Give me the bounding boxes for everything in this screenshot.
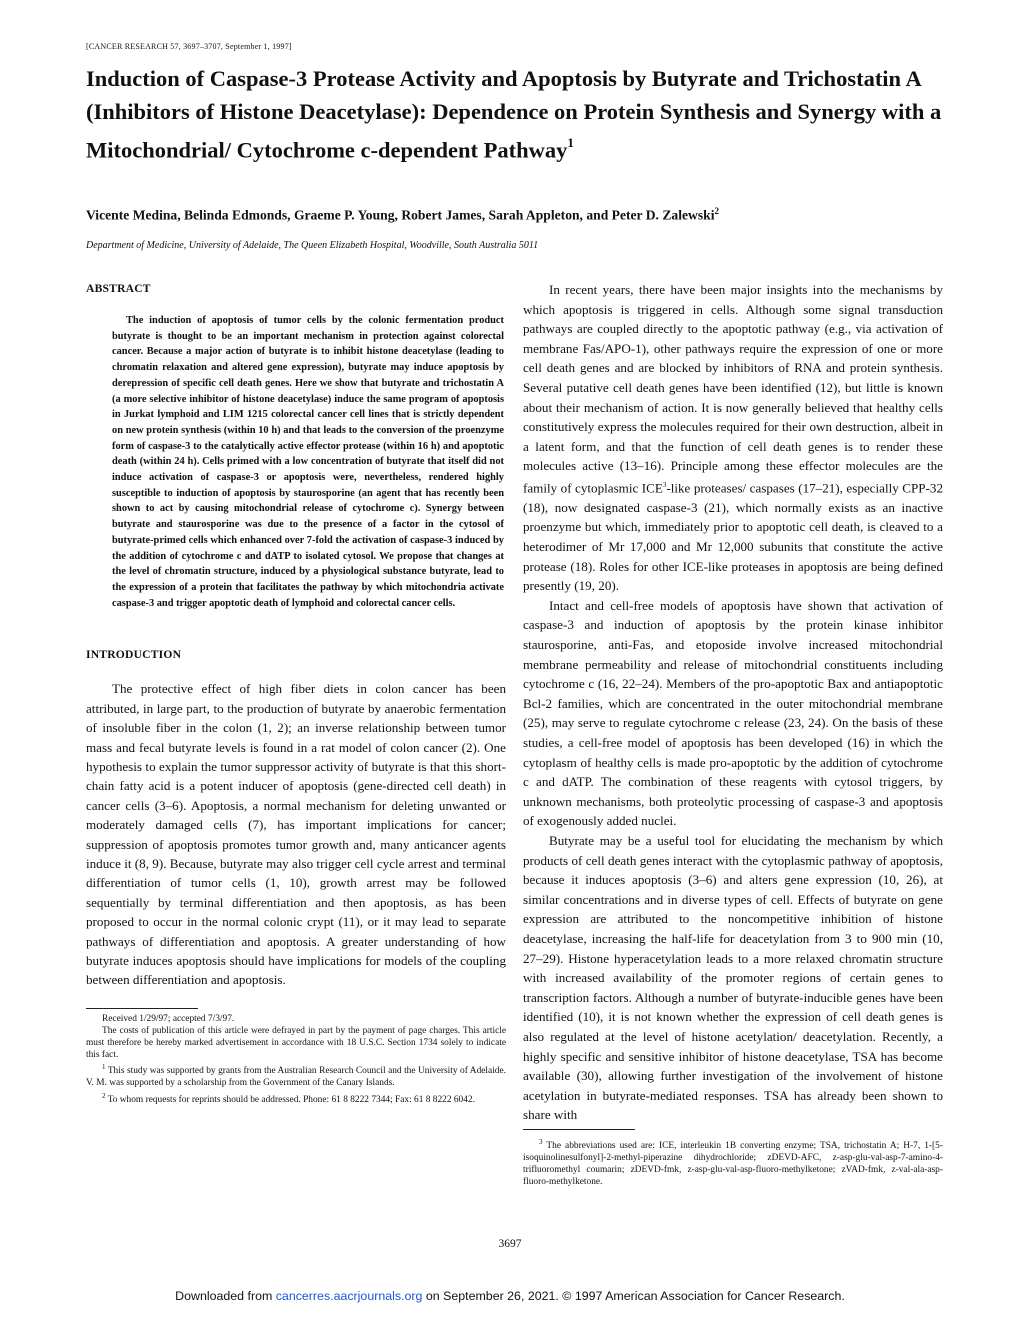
paragraph-cell-free-models: Intact and cell-free models of apoptosis have shown that activation of caspase-3 and induction of apoptosis by the protein kinase inhibitor staurosporine, anti-Fas, and etoposide involve increased mitochondrial membrane permeability and release of mitochondrial constituents including cytochrome c (16, 22–24). Members of the pro-apoptotic Bax and antiapoptotic Bcl-2 families, which are concentrated in the outer mitochondrial membrane (25), may serve to regulate cytochrome c release (23, 24). On the basis of these studies, a cell-free model of apoptosis has been developed (16) in which the cytoplasm of healthy cells is made pro-apoptotic by the addition of cytochrome c and dATP. The combination of these reagents with cytosol triggers, by unknown mechanisms, both proteolytic processing of caspase-3 and apoptosis of exogenously added nuclei. bbox=[523, 597, 943, 829]
affiliation: Department of Medicine, University of Adelaide, The Queen Elizabeth Hospital, Woodville, South Australia 5011 bbox=[86, 240, 539, 251]
paragraph-mechanisms-part-b: -like proteases/ caspases (17–21), especially CPP-32 (18), now designated caspase-3 (21), which normally exists as an inactive proenzyme but which, immediately prior to apoptotic cell death, is cleaved to a heterodimer of Mr 17,000 and Mr 12,000 subunits that constitute the active protease (18). Roles for other ICE-like proteases in apoptosis are being defined presently (19, 20). bbox=[523, 480, 943, 594]
right-column bbox=[523, 280, 943, 1188]
paragraph-butyrate-tool: Butyrate may be a useful tool for elucidating the mechanism by which products of cell death genes interact with the cytoplasmic pathway of apoptosis, because it induces apoptosis (3–6) and alters gene expression (10, 26), at similar concentrations and in diverse types of cell. Effects of butyrate on gene expression are attributed to the noncompetitive inhibition of histone deacetylase, increasing the half-life for deacetylation from 3 to 900 min (10, 27–29). Histone hyperacetylation leads to a more relaxed chromatin structure with increased availability of the promoter regions of certain genes to transcription factors. Although a number of butyrate-inducible genes have been identified (10), it is not known whether the expression of cell death genes is also regulated at the level of histone acetylation/ deacetylation. Recently, a highly specific and sensitive inhibitor of histone deacetylase, TSA has become available (30), allowing further investigation of the involvement of histone acetylation in butyrate-mediated responses. TSA has already been shown to share with bbox=[523, 832, 943, 1123]
footnote-divider bbox=[86, 1008, 198, 1009]
author-list bbox=[86, 206, 719, 224]
paragraph-mechanisms bbox=[523, 280, 943, 596]
journal-site-link[interactable]: cancerres.aacrjournals.org bbox=[275, 1289, 423, 1303]
introduction-text: The protective effect of high fiber diets in colon cancer has been attributed, in large part, to the production of butyrate by anaerobic fermentation of insoluble fiber in the colon (1, 2); an inverse relationship between tumor mass and fecal butyrate levels is found in a rat model of colon cancer (2). One hypothesis to explain the tumor suppressor activity of butyrate is that this short-chain fatty acid is a potent inducer of apoptosis (gene-directed cell death) in cancer cells (3–6). Apoptosis, a normal mechanism for deleting unwanted or moderately damaged cells (7), has important implications for cancer; suppression of apoptosis promotes tumor growth and, many anticancer agents induce it (8, 9). Because, butyrate may also trigger cell cycle arrest and terminal differentiation of tumor cells (1, 10), growth arrest may be followed sequentially by terminal differentiation and then apoptosis, as has been proposed to occur in the normal colonic crypt (11), or it may lead to separate pathways of differentiation and apoptosis. A greater understanding of how butyrate induces apoptosis should have implications for models of the coupling between differentiation and apoptosis. bbox=[86, 681, 506, 988]
left-column bbox=[86, 282, 506, 1106]
article-title bbox=[86, 62, 946, 167]
title-footnote-mark: 1 bbox=[567, 135, 574, 150]
received-note: Received 1/29/97; accepted 7/3/97. bbox=[102, 1013, 235, 1024]
publication-costs-note: The costs of publication of this article were defrayed in part by the payment of page charges. This article must therefore be hereby marked advertisement in accordance with 18 U.S.C. Section 1734 solely to indicate this fact. bbox=[86, 1025, 506, 1061]
article-title-text: Induction of Caspase-3 Protease Activity and Apoptosis by Butyrate and Trichostatin A (Inhibitors of Histone Deacetylase): Dependence on Protein Synthesis and Synergy with a Mitochondrial/ Cytochrome c-dependent Pathway bbox=[86, 66, 942, 163]
footnote-1 bbox=[86, 1061, 506, 1089]
download-prefix: Downloaded from bbox=[175, 1289, 276, 1303]
abbreviation-footnote-ref: 3 bbox=[662, 480, 667, 489]
footnote-1-text: This study was supported by grants from the Australian Research Council and the University of Adelaide. V. M. was supported by a scholarship from the Government of the Canary Islands. bbox=[86, 1066, 506, 1089]
page-number: 3697 bbox=[498, 1238, 522, 1250]
download-notice bbox=[0, 1289, 1020, 1303]
abstract-text: The induction of apoptosis of tumor cells by the colonic fermentation product butyrate is thought to be an important mechanism in protection against colorectal cancer. Because a major action of butyrate is to inhibit histone deacetylase (leading to chromatin relaxation and altered gene expression), butyrate may induce apoptosis by derepression of specific cell death genes. Here we show that butyrate and trichostatin A (a more selective inhibitor of histone deacetylase) induce the same program of apoptosis in Jurkat lymphoid and LIM 1215 colorectal cancer cell lines that is strictly dependent on new protein synthesis (within 10 h) and that leads to the conversion of the proenzyme form of caspase-3 to the catalytically active effector protease (within 16 h) and apoptotic death (within 24 h). Cells primed with a low concentration of butyrate that itself did not induce activation of caspase-3 or apoptosis were, nevertheless, rendered highly susceptible to induction of apoptosis by staurosporine (an agent that has recently been shown to act by causing mitochondrial release of cytochrome c). Synergy between butyrate and staurosporine was due to the presence of a factor in the cytosol of butyrate-primed cells which enhanced over 7-fold the activation of caspase-3 induced by the addition of cytochrome c and dATP to isolated cytosol. We propose that changes at the level of chromatin structure, induced by a physiological substance butyrate, lead to the expression of a protein that facilitates the pathway by which mitochondria activate caspase-3 and trigger apoptotic death of lymphoid and colorectal cancer cells. bbox=[112, 315, 504, 609]
footnote-3-text: The abbreviations used are: ICE, interleukin 1B converting enzyme; TSA, trichostatin A; H-7, 1-[5-isoquinolinesulfonyl]-2-methyl-piperazine dihydrochloride; zDEVD-AFC, z-asp-glu-val-asp-7-amino-4-trifluoromethyl coumarin; zDEVD-fmk, z-asp-glu-val-asp-fluoro-methylketone; zVAD-fmk, z-val-ala-asp-fluoro-methylketone. bbox=[523, 1141, 943, 1188]
download-suffix: on September 26, 2021. © 1997 American Association for Cancer Research. bbox=[422, 1289, 845, 1303]
footnote-3-mark: 3 bbox=[539, 1137, 543, 1146]
introduction-heading: INTRODUCTION bbox=[86, 648, 182, 662]
footnote-1-mark: 1 bbox=[102, 1063, 106, 1072]
footnote-3 bbox=[523, 1136, 943, 1189]
paragraph-mechanisms-part-a: In recent years, there have been major insights into the mechanisms by which apoptosis is triggered in cells. Although some signal transduction pathways are coupled directly to the apoptotic pathway (e.g., via activation of membrane Fas/APO-1), other pathways require the expression of one or more cell death genes and are blocked by inhibitors of RNA and protein synthesis. Several putative cell death genes have been identified (12), but little is known about their mechanism of action. It is now generally believed that healthy cells constitutively express the molecules required for their own destruction, albeit in a latent form, and that the function of cell death genes is to render these molecules active (13–16). Principle among these effector molecules are the family of cytoplasmic ICE bbox=[523, 282, 943, 496]
footnote-2 bbox=[86, 1090, 506, 1106]
abstract-heading: ABSTRACT bbox=[86, 282, 151, 295]
footnote-2-mark: 2 bbox=[102, 1091, 106, 1100]
journal-citation: [CANCER RESEARCH 57, 3697–3707, September 1, 1997] bbox=[86, 42, 292, 51]
author-names: Vicente Medina, Belinda Edmonds, Graeme P. Young, Robert James, Sarah Appleton, and Peter D. Zalewski bbox=[86, 207, 715, 223]
footnote-divider-right bbox=[523, 1129, 635, 1130]
footnote-2-text: To whom requests for reprints should be addressed. Phone: 61 8 8222 7344; Fax: 61 8 8222 6042. bbox=[107, 1094, 475, 1105]
author-footnote-mark: 2 bbox=[714, 206, 719, 216]
